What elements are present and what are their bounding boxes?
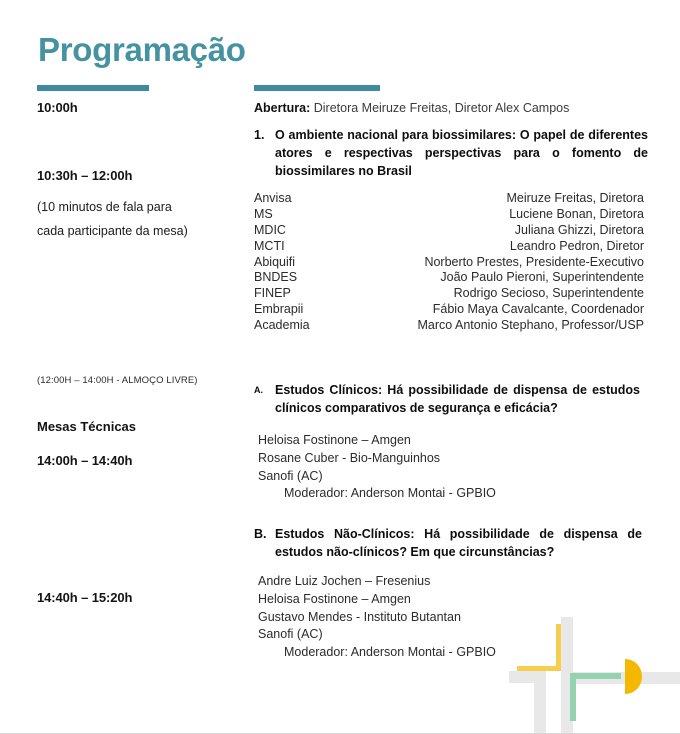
list-item: Sanofi (AC) bbox=[258, 468, 323, 483]
topic-marker: 1. bbox=[254, 128, 265, 142]
table-row bbox=[254, 286, 644, 302]
opening-speakers: Diretora Meiruze Freitas, Diretor Alex Campos bbox=[310, 101, 570, 115]
opening-line bbox=[254, 100, 648, 117]
table-row bbox=[254, 302, 644, 318]
topic-heading-text: Estudos Não-Clínicos: Há possibilidade de dispensa de estudos não-clínicos? Em que circunstâncias? bbox=[275, 527, 642, 559]
participant-list bbox=[254, 432, 648, 503]
speaker-name: João Paulo Pieroni, Superintendente bbox=[440, 270, 644, 285]
panel-a-participants bbox=[254, 432, 648, 503]
section-heading-label: Mesas Técnicas bbox=[37, 419, 137, 434]
time-slot-1000 bbox=[37, 100, 247, 115]
table-row bbox=[254, 191, 644, 207]
list-item: Andre Luiz Jochen – Fresenius bbox=[258, 574, 431, 588]
topic-marker: A. bbox=[254, 385, 263, 395]
lunch-label: (12:00H – 14:00H - ALMOÇO LIVRE) bbox=[37, 375, 198, 386]
speaking-note-line-2: cada participante da mesa) bbox=[37, 224, 188, 239]
topic-a bbox=[254, 382, 640, 418]
speaker-org: MS bbox=[254, 206, 273, 221]
participant-list bbox=[254, 573, 648, 662]
speaker-org: BNDES bbox=[254, 270, 298, 285]
time-label: 14:40h – 15:20h bbox=[37, 590, 133, 605]
decor-yellow-vertical-bar bbox=[556, 624, 561, 671]
list-item: Heloisa Fostinone – Amgen bbox=[258, 433, 411, 447]
table-row bbox=[254, 270, 644, 286]
speakers-table bbox=[254, 191, 644, 334]
table-row bbox=[254, 239, 644, 255]
technical-tables-heading bbox=[37, 419, 247, 434]
list-item: Gustavo Mendes - Instituto Butantan bbox=[258, 609, 461, 624]
topic-heading-row bbox=[254, 127, 648, 180]
speaker-name: Leandro Pedron, Diretor bbox=[509, 238, 644, 253]
opening-lead-label: Abertura: bbox=[254, 101, 311, 115]
table-row bbox=[254, 255, 644, 271]
speaker-org: FINEP bbox=[254, 286, 291, 301]
topic-b bbox=[254, 526, 642, 562]
time-label: 10:30h – 12:00h bbox=[37, 168, 133, 183]
decor-green-vertical-bar bbox=[570, 673, 576, 721]
speaker-org: Embrapii bbox=[254, 302, 304, 317]
header-rule-right bbox=[254, 85, 380, 91]
table-row bbox=[254, 207, 644, 223]
topic-heading-text: Estudos Clínicos: Há possibilidade de dispensa de estudos clínicos comparativos de segurança e eficácia? bbox=[275, 383, 640, 415]
decor-grey-corner-vertical-bar bbox=[534, 671, 546, 734]
speaker-name: Luciene Bonan, Diretora bbox=[509, 206, 644, 221]
topic-heading-row bbox=[254, 382, 640, 418]
speaker-name: Norberto Prestes, Presidente-Executivo bbox=[424, 254, 644, 269]
panel-b-participants bbox=[254, 573, 648, 662]
topic-heading-row bbox=[254, 526, 642, 562]
table-row bbox=[254, 223, 644, 239]
speaking-note-line-1: (10 minutos de fala para bbox=[37, 200, 172, 214]
topic-marker: B. bbox=[254, 527, 267, 541]
speaker-name: Juliana Ghizzi, Diretora bbox=[514, 222, 644, 237]
list-item: Heloisa Fostinone – Amgen bbox=[258, 591, 411, 606]
list-item: Sanofi (AC) bbox=[258, 627, 323, 642]
speaker-name: Rodrigo Secioso, Superintendente bbox=[453, 286, 644, 301]
lunch-break bbox=[37, 375, 247, 386]
time-slot-1400 bbox=[37, 453, 247, 468]
speaker-org: MCTI bbox=[254, 238, 285, 253]
decor-half-circle-icon bbox=[625, 659, 642, 694]
moderator-label: Moderador: Anderson Montai - GPBIO bbox=[284, 645, 496, 659]
speaker-org: MDIC bbox=[254, 222, 286, 237]
time-label: 14:00h – 14:40h bbox=[37, 453, 133, 468]
list-item: Rosane Cuber - Bio-Manguinhos bbox=[258, 450, 441, 465]
speaker-name: Fábio Maya Cavalcante, Coordenador bbox=[432, 302, 644, 317]
topic-1 bbox=[254, 127, 648, 180]
speaker-org: Abiquifi bbox=[254, 254, 295, 269]
page-title: Programação bbox=[38, 31, 246, 68]
time-slot-1440 bbox=[37, 590, 247, 605]
time-label: 10:00h bbox=[37, 100, 78, 115]
moderator-label: Moderador: Anderson Montai - GPBIO bbox=[284, 486, 496, 501]
opening-block bbox=[254, 100, 648, 117]
speaker-name: Meiruze Freitas, Diretora bbox=[506, 191, 644, 205]
time-slot-1030 bbox=[37, 168, 247, 244]
speaker-org: Anvisa bbox=[254, 191, 292, 205]
panel-1-speakers bbox=[254, 191, 644, 334]
decor-green-horizontal-bar bbox=[570, 673, 621, 679]
table-row bbox=[254, 318, 644, 334]
header-rule-left bbox=[37, 85, 149, 91]
speaker-name: Marco Antonio Stephano, Professor/USP bbox=[417, 318, 644, 332]
speaker-org: Academia bbox=[254, 318, 310, 332]
decor-yellow-horizontal-bar bbox=[517, 666, 561, 671]
topic-heading-text: O ambiente nacional para biossimilares: O papel de diferentes atores e respectivas perspectivas para o fomento de biossimilares no Brasil bbox=[275, 128, 648, 178]
